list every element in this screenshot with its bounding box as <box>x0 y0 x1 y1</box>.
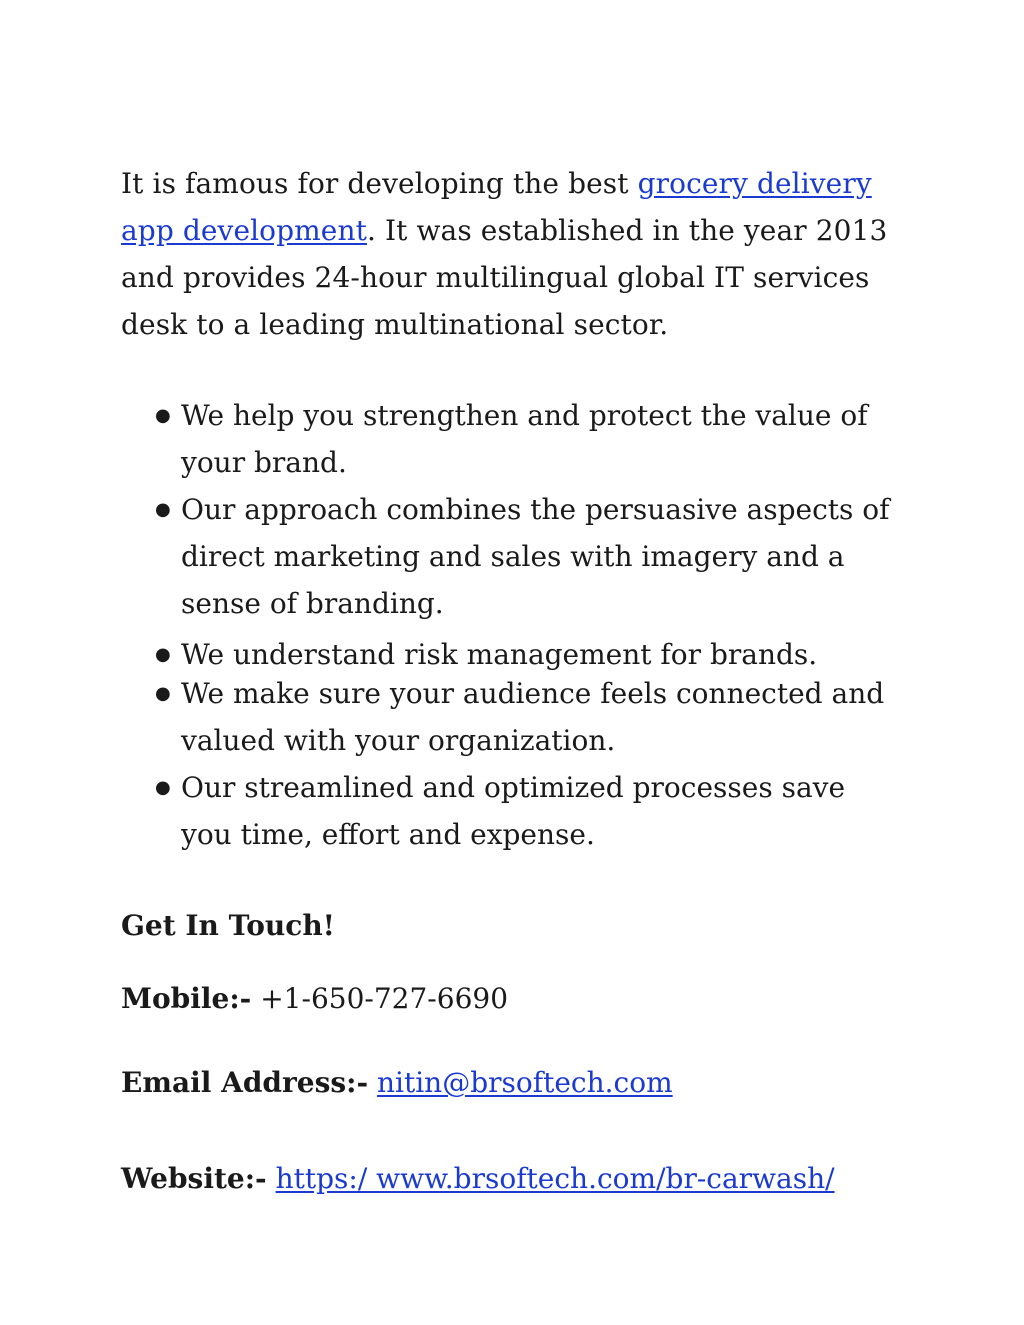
email-link[interactable]: nitin@brsoftech.com <box>376 1066 673 1099</box>
list-item-text: Our approach combines the persuasive aspects of direct marketing and sales with imagery and a sense of branding. <box>181 493 890 620</box>
list-item <box>121 392 896 486</box>
list-item-text: Our streamlined and optimized processes save you time, effort and expense. <box>181 771 846 851</box>
list-item-text: We understand risk management for brands. <box>181 638 818 671</box>
website-link[interactable]: https:/ www.brsoftech.com/br-carwash/ <box>275 1162 835 1195</box>
mobile-line <box>121 979 896 1019</box>
bullet-icon: ● <box>155 683 171 704</box>
bullet-icon: ● <box>155 777 171 798</box>
intro-text-after-link: . It was established in the year 2013 and provides 24-hour multilingual global IT services desk to a leading multinational sector. <box>121 214 888 341</box>
list-item-text: We make sure your audience feels connected and valued with your organization. <box>181 677 885 757</box>
intro-paragraph <box>121 160 896 348</box>
list-item-text: We help you strengthen and protect the value of your brand. <box>181 399 868 479</box>
intro-text-before-link: It is famous for developing the best <box>121 167 638 200</box>
list-item <box>121 764 896 858</box>
contact-heading: Get In Touch! <box>121 909 335 942</box>
feature-list <box>121 392 896 858</box>
website-line <box>121 1159 896 1199</box>
website-label: Website:- <box>121 1162 267 1195</box>
grocery-delivery-link[interactable]: grocery delivery app development <box>121 167 872 247</box>
list-item <box>121 670 896 764</box>
bullet-icon: ● <box>155 644 171 665</box>
list-item <box>121 486 896 627</box>
email-label: Email Address:- <box>121 1066 369 1099</box>
bullet-icon: ● <box>155 499 171 520</box>
mobile-value: +1-650-727-6690 <box>260 982 509 1015</box>
email-line <box>121 1063 896 1103</box>
mobile-label: Mobile:- <box>121 982 252 1015</box>
document-page <box>121 160 896 1199</box>
bullet-icon: ● <box>155 405 171 426</box>
